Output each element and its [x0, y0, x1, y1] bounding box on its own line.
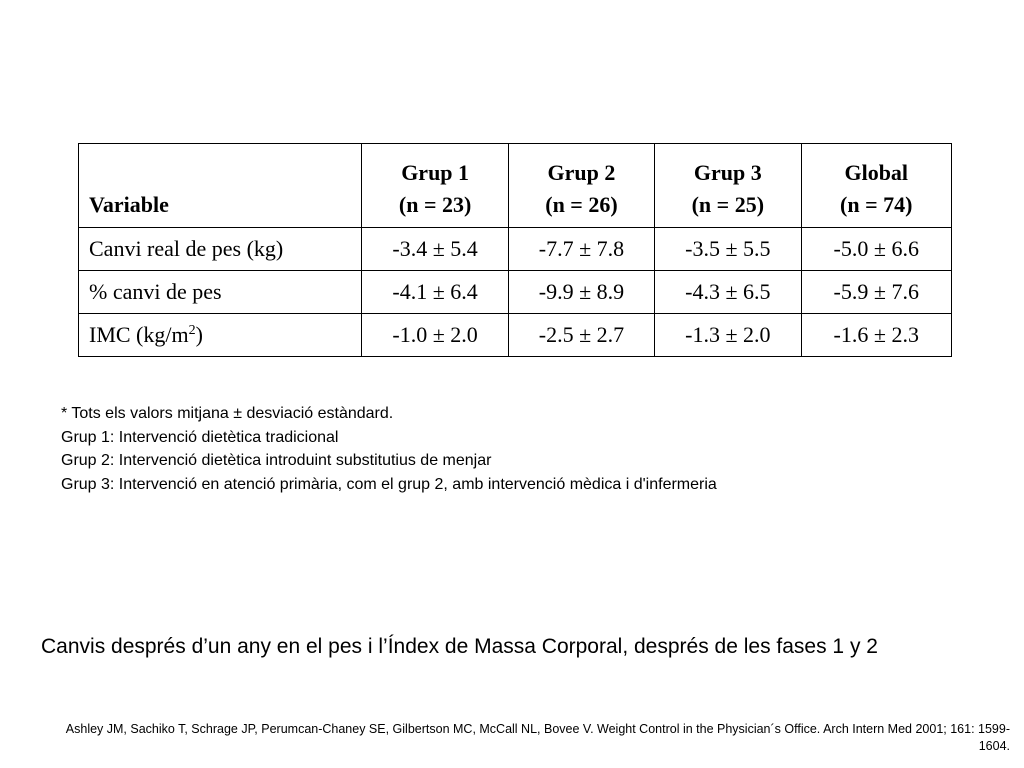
cell-value: -4.3 ± 6.5 [655, 271, 801, 314]
cell-value: -2.5 ± 2.7 [508, 314, 654, 357]
bmi-label-end: ) [195, 322, 203, 347]
cell-value: -1.6 ± 2.3 [801, 314, 951, 357]
header-grup-2-title: Grup 2 [547, 160, 616, 186]
cell-value: -3.5 ± 5.5 [655, 228, 801, 271]
footnote-grup-2: Grup 2: Intervenció dietètica introduint substitutius de menjar [61, 452, 492, 469]
cell-value: -7.7 ± 7.8 [508, 228, 654, 271]
row-label-percent-change: % canvi de pes [79, 271, 362, 314]
header-variable [79, 144, 362, 228]
header-grup-3-title: Grup 3 [693, 160, 762, 186]
cell-value: -5.9 ± 7.6 [801, 271, 951, 314]
cell-value: -3.4 ± 5.4 [362, 228, 508, 271]
header-global-title: Global [844, 160, 909, 186]
header-grup-2-n: (n = 26) [545, 192, 618, 218]
row-label-bmi [79, 314, 362, 357]
source-citation: Ashley JM, Sachiko T, Schrage JP, Perumcan-Chaney SE, Gilbertson MC, McCall NL, Bovee V. Weight Control in the Physician´s Office. Arch Intern Med 2001; 161: 1599-1604. [65, 722, 1010, 753]
slide-caption: Canvis després d’un any en el pes i l’Índex de Massa Corporal, després de les fases 1 y 2 [41, 635, 878, 658]
footnote-values: * Tots els valors mitjana ± desviació estàndard. [61, 405, 394, 422]
header-grup-1 [362, 144, 508, 228]
cell-value: -5.0 ± 6.6 [801, 228, 951, 271]
bmi-label-superscript: 2 [188, 323, 196, 338]
header-grup-3 [655, 144, 801, 228]
cell-value: -9.9 ± 8.9 [508, 271, 654, 314]
cell-value: -1.0 ± 2.0 [362, 314, 508, 357]
bmi-label-main: IMC (kg/m [89, 322, 189, 347]
cell-value: -4.1 ± 6.4 [362, 271, 508, 314]
cell-value: -1.3 ± 2.0 [655, 314, 801, 357]
header-variable-label: Variable [89, 192, 169, 218]
footnote-grup-3: Grup 3: Intervenció en atenció primària, com el grup 2, amb intervenció mèdica i d'infermeria [61, 475, 717, 493]
header-grup-2 [508, 144, 654, 228]
table-footnotes [61, 402, 717, 496]
table-row [79, 228, 952, 271]
header-global-n: (n = 74) [840, 192, 913, 218]
table-row [79, 271, 952, 314]
table-row [79, 314, 952, 357]
header-global [801, 144, 951, 228]
header-grup-1-n: (n = 23) [398, 192, 472, 218]
table-header-row [79, 144, 952, 228]
row-label-weight-change: Canvi real de pes (kg) [79, 228, 362, 271]
header-grup-1-title: Grup 1 [401, 160, 470, 186]
header-grup-3-n: (n = 25) [691, 192, 765, 218]
footnote-grup-1: Grup 1: Intervenció dietètica tradicional [61, 428, 339, 446]
results-table [78, 143, 952, 357]
